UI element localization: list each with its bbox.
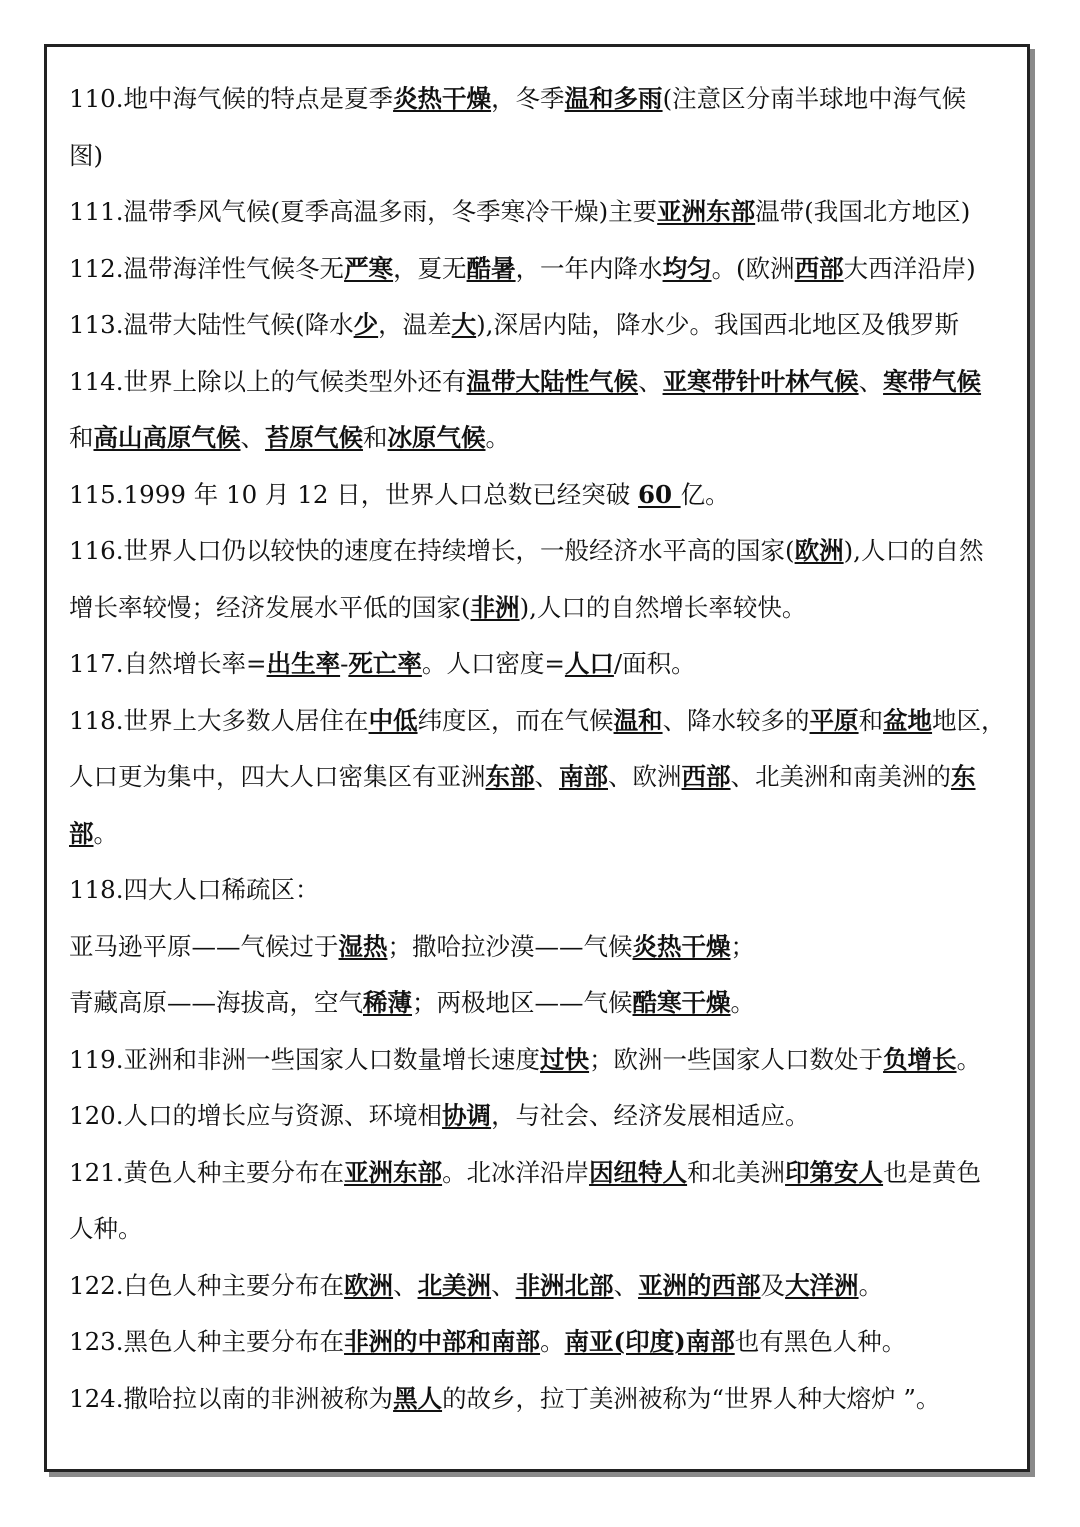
text-line (69, 1088, 1009, 1145)
text-segment: 、 (534, 762, 559, 791)
answer-keyword: 中低 (368, 705, 418, 735)
answer-keyword: 死亡率 (348, 649, 422, 678)
text-segment: 119.亚洲和非洲一些国家人口数量增长速度 (69, 1044, 541, 1074)
text-line (69, 1371, 1009, 1428)
answer-keyword: 部 (69, 818, 94, 848)
text-segment: 和 (858, 705, 884, 735)
answer-keyword: 严寒 (344, 253, 394, 283)
answer-keyword: 过快 (540, 1044, 590, 1074)
text-segment: 及 (760, 1270, 786, 1300)
answer-keyword: 湿热 (338, 931, 388, 961)
text-segment: 、 (240, 423, 265, 452)
text-segment: 、欧洲 (608, 762, 682, 791)
text-segment: 图) (69, 140, 104, 170)
text-segment: 。 (956, 1044, 982, 1074)
answer-keyword: 东部 (485, 762, 535, 791)
text-segment: /面积。 (613, 649, 696, 678)
answer-keyword: 非洲 (470, 592, 520, 622)
text-segment: 。 (93, 818, 118, 848)
text-line (69, 241, 1009, 298)
text-segment: 113.温带大陆性气候(降水 (69, 310, 354, 339)
answer-keyword: 寒带气候 (883, 366, 982, 396)
text-segment: 、 (858, 366, 884, 396)
text-line (69, 919, 1009, 976)
text-line (69, 580, 1009, 637)
text-segment: 的故乡，拉丁美洲被称为“世界人种大熔炉 ”。 (442, 1383, 941, 1413)
answer-keyword: 亚寒带针叶林气候 (662, 366, 859, 396)
text-segment: 纬度区，而在气候 (417, 705, 614, 735)
page-frame (44, 44, 1030, 1472)
text-segment: 增长率较慢；经济发展水平低的国家( (69, 592, 471, 622)
answer-keyword: 人口 (564, 649, 614, 678)
text-segment: 114.世界上除以上的气候类型外还有 (69, 366, 467, 396)
answer-keyword: 亚洲的西部 (638, 1270, 761, 1300)
answer-keyword: 酷暑 (466, 253, 516, 283)
text-line (69, 354, 1009, 411)
text-line (69, 806, 1009, 863)
answer-keyword: 温带大陆性气候 (466, 366, 639, 396)
answer-keyword: 北美洲 (417, 1270, 492, 1300)
answer-keyword: 平原 (809, 705, 859, 735)
answer-keyword: 黑人 (393, 1383, 443, 1413)
text-segment: ),人口的自然增长率较快。 (519, 592, 807, 622)
text-line (69, 410, 1009, 467)
text-segment: 。(欧洲 (711, 253, 795, 283)
text-segment: 124.撒哈拉以南的非洲被称为 (69, 1383, 394, 1413)
text-segment: 111.温带季风气候(夏季高温多雨，冬季寒冷干燥)主要 (69, 197, 658, 226)
answer-keyword: 非洲的中部和南部 (344, 1327, 541, 1356)
text-segment: ；欧洲一些国家人口数处于 (589, 1044, 884, 1074)
text-line (69, 862, 1009, 919)
text-line (69, 184, 1009, 241)
text-line (69, 975, 1009, 1032)
text-segment: 、北美洲和南美洲的 (730, 762, 951, 791)
text-segment: ，一年内降水 (515, 253, 663, 283)
text-line (69, 467, 1009, 524)
text-segment: 地区， (932, 705, 1006, 735)
text-segment: 。 (485, 423, 510, 452)
text-line (69, 71, 1009, 128)
text-segment: 116.世界人口仍以较快的速度在持续增长，一般经济水平高的国家( (69, 536, 795, 565)
answer-keyword: 西部 (794, 253, 844, 283)
text-segment: ),深居内陆，降水少。我国西北地区及俄罗斯 (476, 310, 959, 339)
text-segment: - (340, 649, 349, 678)
text-segment: 。 (730, 988, 755, 1017)
text-line (69, 1145, 1009, 1202)
answer-keyword: 大洋洲 (785, 1270, 859, 1300)
text-segment: 。 (540, 1327, 565, 1356)
text-line (69, 523, 1009, 580)
text-segment: 123.黑色人种主要分布在 (69, 1327, 345, 1356)
text-segment: 。人口密度= (421, 649, 565, 678)
text-line (69, 297, 1009, 354)
answer-keyword: 协调 (442, 1101, 492, 1130)
text-segment: ，与社会、经济发展相适应。 (491, 1101, 810, 1130)
text-segment: ),人口的自然 (843, 536, 984, 565)
text-segment: ，温差 (378, 310, 452, 339)
answer-keyword: 温和 (613, 705, 663, 735)
answer-keyword: 大 (451, 310, 477, 339)
text-segment: 、降水较多的 (662, 705, 810, 735)
document-body (69, 71, 1009, 1427)
answer-keyword: 因纽特人 (589, 1157, 688, 1187)
answer-keyword: 欧洲 (794, 536, 844, 565)
text-segment: 青藏高原——海拔高，空气 (69, 988, 363, 1017)
answer-keyword: 负增长 (883, 1044, 957, 1074)
text-line (69, 1314, 1009, 1371)
answer-keyword: 欧洲 (344, 1270, 394, 1300)
answer-keyword: 亚洲东部 (344, 1157, 443, 1187)
answer-keyword: 亚洲东部 (657, 197, 756, 226)
answer-keyword: 东 (951, 762, 976, 791)
text-segment: ；撒哈拉沙漠——气候 (387, 931, 633, 961)
answer-keyword: 苔原气候 (265, 423, 363, 452)
text-line (69, 1032, 1009, 1089)
text-segment: 。北冰洋沿岸 (442, 1157, 590, 1187)
text-segment: 122.白色人种主要分布在 (69, 1270, 345, 1300)
text-segment: 112.温带海洋性气候冬无 (69, 253, 345, 283)
text-segment: 亿。 (680, 479, 730, 509)
text-segment: 大西洋沿岸) (843, 253, 976, 283)
answer-keyword: 盆地 (883, 705, 933, 735)
text-segment: 115.1999 年 10 月 12 日，世界人口总数已经突破 (69, 479, 638, 509)
text-line (69, 1258, 1009, 1315)
text-segment: 、 (638, 366, 663, 396)
text-segment: 120.人口的增长应与资源、环境相 (69, 1101, 443, 1130)
text-line (69, 128, 1009, 185)
text-segment: 121.黄色人种主要分布在 (69, 1157, 345, 1187)
text-segment: 118.世界上大多数人居住在 (69, 705, 369, 735)
answer-keyword: 南部 (559, 762, 608, 791)
text-line (69, 749, 1009, 806)
text-segment: 。 (858, 1270, 884, 1300)
text-segment: ；两极地区——气候 (412, 988, 633, 1017)
answer-keyword: 酷寒干燥 (632, 988, 731, 1017)
answer-keyword: 少 (353, 310, 379, 339)
text-segment: ； (730, 931, 755, 961)
text-segment: 温带(我国北方地区) (755, 197, 971, 226)
text-segment: 118.四大人口稀疏区： (69, 875, 320, 904)
text-segment: 亚马逊平原——气候过于 (69, 931, 339, 961)
answer-keyword: 温和多雨 (564, 84, 663, 113)
text-segment: 、 (491, 1270, 516, 1300)
answer-keyword: 印第安人 (785, 1157, 884, 1187)
answer-keyword: 高山高原气候 (93, 423, 241, 452)
text-segment: 和北美洲 (687, 1157, 786, 1187)
text-line (69, 636, 1009, 693)
text-segment: 和 (363, 423, 388, 452)
answer-keyword: 稀薄 (363, 988, 412, 1017)
answer-keyword: 西部 (681, 762, 731, 791)
text-segment: 、 (613, 1270, 639, 1300)
answer-keyword: 非洲北部 (515, 1270, 614, 1300)
answer-keyword: 出生率 (266, 649, 341, 678)
text-segment: 、 (393, 1270, 418, 1300)
answer-keyword: 均匀 (662, 253, 712, 283)
text-segment: 人口更为集中，四大人口密集区有亚洲 (69, 762, 486, 791)
text-line (69, 1201, 1009, 1258)
text-segment: 人种。 (69, 1214, 143, 1243)
text-segment: 也有黑色人种。 (734, 1327, 907, 1356)
answer-keyword: 炎热干燥 (393, 84, 492, 113)
text-segment: 和 (69, 423, 94, 452)
text-segment: 110.地中海气候的特点是夏季 (69, 84, 394, 113)
text-segment: 也是黄色 (883, 1157, 982, 1187)
text-segment: (注意区分南半球地中海气候 (662, 84, 967, 113)
text-segment: ，夏无 (393, 253, 467, 283)
answer-keyword: 炎热干燥 (632, 931, 731, 961)
answer-keyword: 60 (637, 479, 681, 509)
text-segment: ，冬季 (491, 84, 565, 113)
answer-keyword: 南亚(印度)南部 (564, 1327, 735, 1356)
text-line (69, 693, 1009, 750)
text-segment: 117.自然增长率= (69, 649, 267, 678)
answer-keyword: 冰原气候 (387, 423, 486, 452)
